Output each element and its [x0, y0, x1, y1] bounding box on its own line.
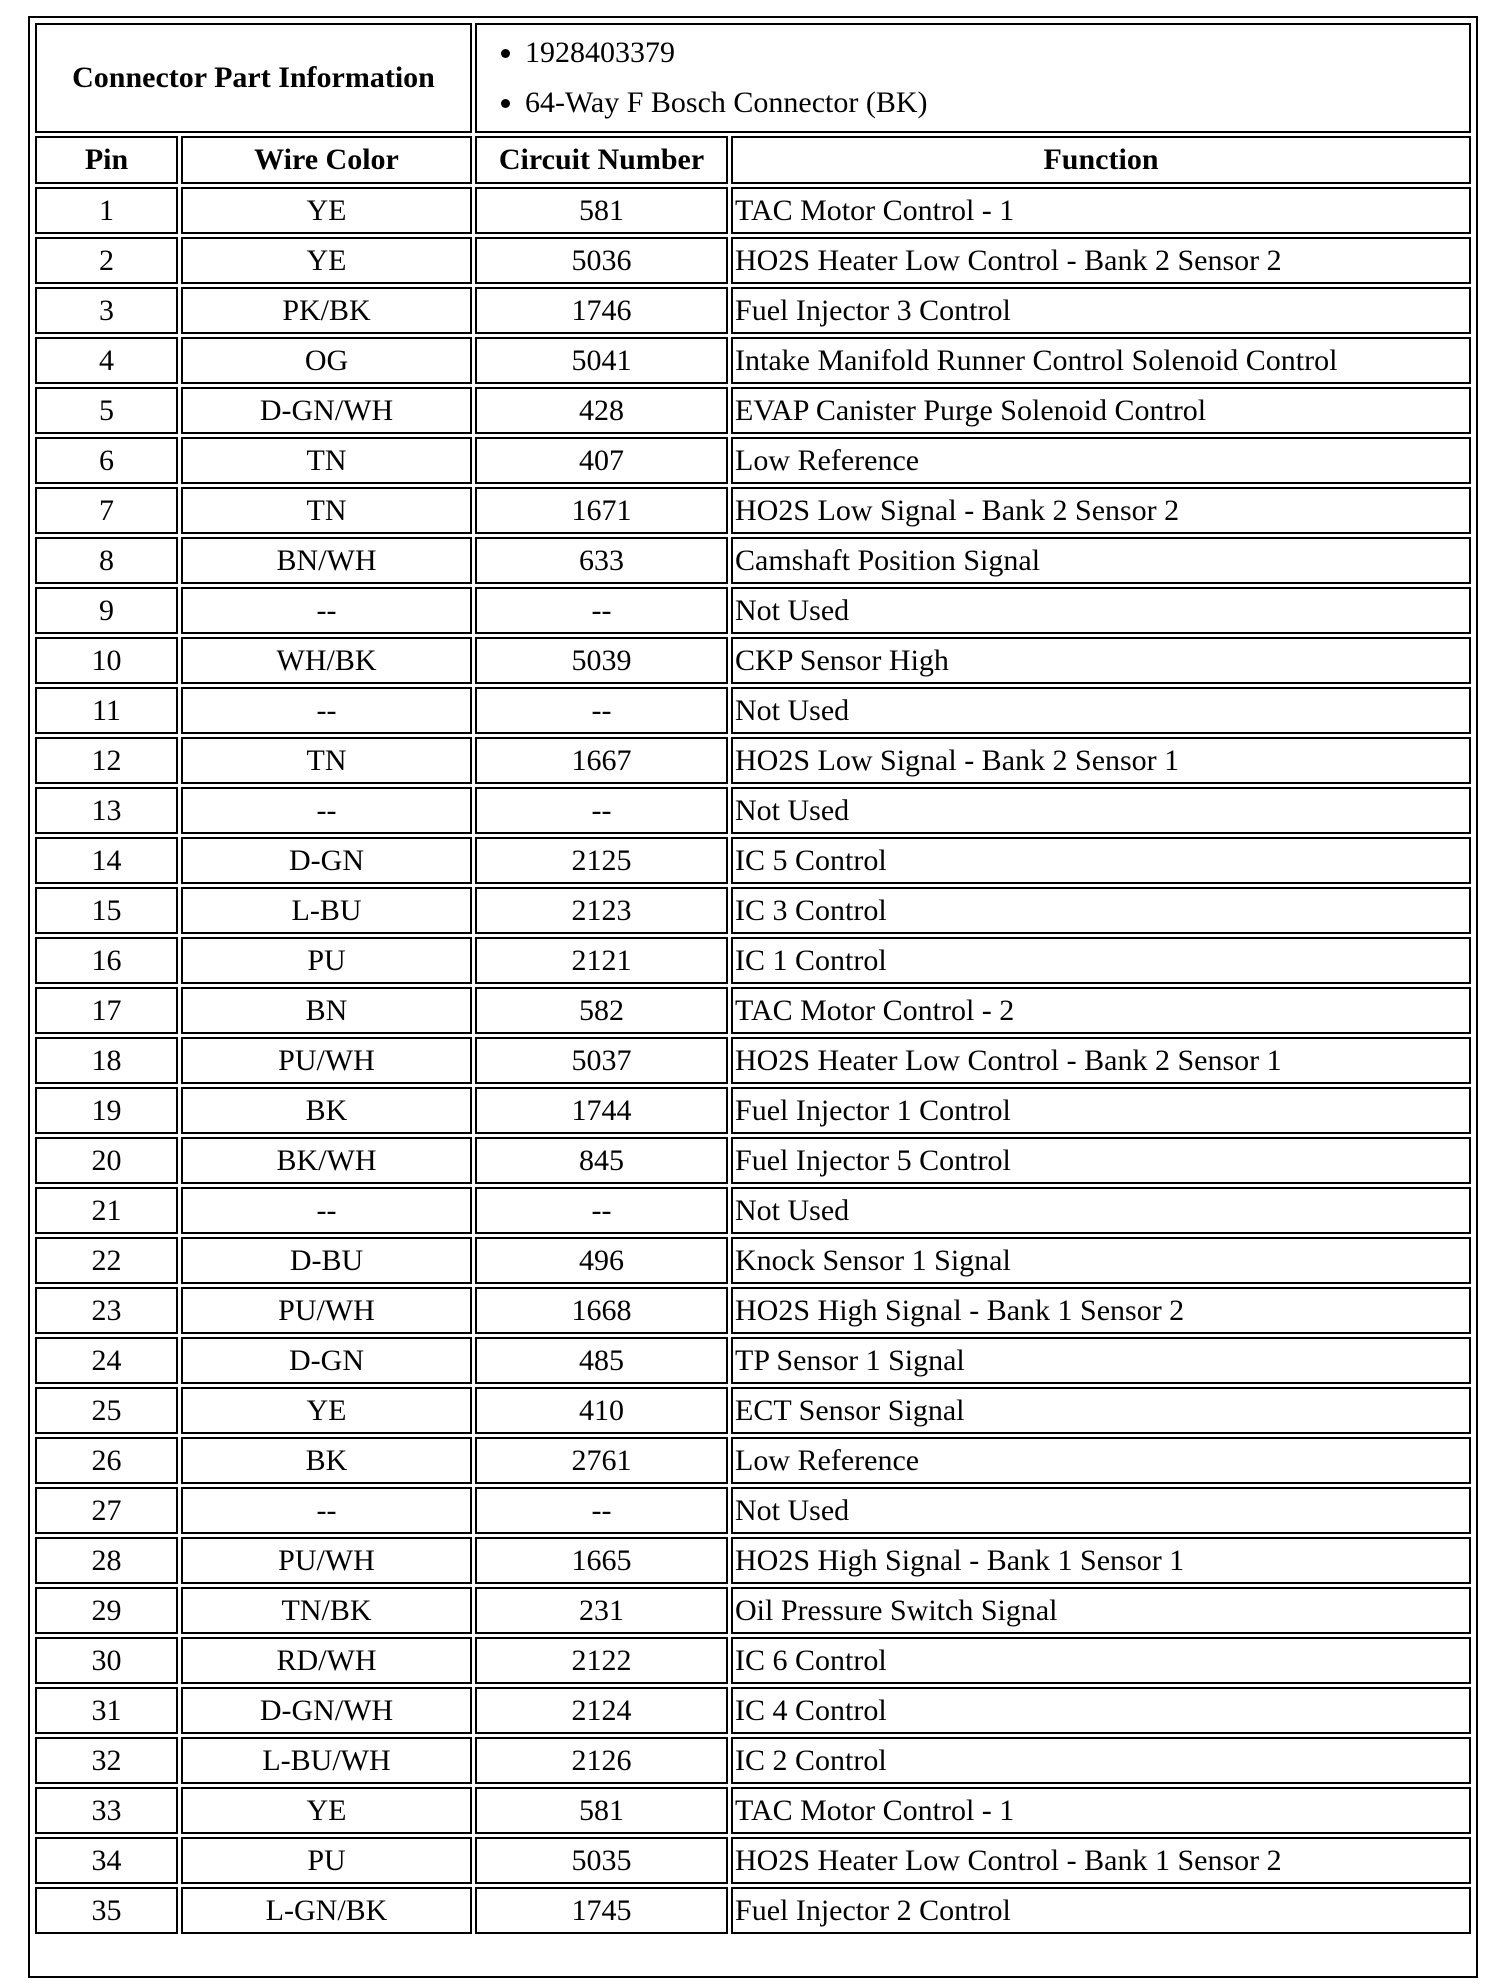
- circuit-number-cell: 2125: [475, 837, 728, 884]
- table-row: [35, 1237, 1471, 1284]
- function-cell: Low Reference: [731, 1437, 1471, 1484]
- function-cell: CKP Sensor High: [731, 637, 1471, 684]
- pin-cell: 10: [35, 637, 178, 684]
- function-cell: Camshaft Position Signal: [731, 537, 1471, 584]
- wire-color-cell: BK: [181, 1087, 472, 1134]
- wire-color-cell: PU: [181, 1837, 472, 1884]
- pin-cell: 22: [35, 1237, 178, 1284]
- wire-color-cell: --: [181, 1487, 472, 1534]
- pin-cell: 2: [35, 237, 178, 284]
- circuit-number-cell: 2761: [475, 1437, 728, 1484]
- connector-info-row: [35, 23, 1471, 133]
- function-cell: HO2S High Signal - Bank 1 Sensor 2: [731, 1287, 1471, 1334]
- pin-cell: 20: [35, 1137, 178, 1184]
- pin-cell: 8: [35, 537, 178, 584]
- wire-color-cell: L-GN/BK: [181, 1887, 472, 1934]
- table-row: [35, 1087, 1471, 1134]
- table-row: [35, 1737, 1471, 1784]
- pin-cell: 23: [35, 1287, 178, 1334]
- function-cell: IC 3 Control: [731, 887, 1471, 934]
- connector-part-number: • 1928403379: [525, 28, 1469, 78]
- table-row: [35, 1887, 1471, 1934]
- function-cell: Low Reference: [731, 437, 1471, 484]
- function-cell: HO2S High Signal - Bank 1 Sensor 1: [731, 1537, 1471, 1584]
- function-cell: Not Used: [731, 687, 1471, 734]
- pin-cell: 19: [35, 1087, 178, 1134]
- function-cell: HO2S Heater Low Control - Bank 2 Sensor 1: [731, 1037, 1471, 1084]
- table-row: [35, 987, 1471, 1034]
- function-cell: HO2S Heater Low Control - Bank 2 Sensor 2: [731, 237, 1471, 284]
- circuit-number-cell: 231: [475, 1587, 728, 1634]
- function-cell: Not Used: [731, 787, 1471, 834]
- wire-color-cell: BN: [181, 987, 472, 1034]
- wire-color-cell: TN: [181, 487, 472, 534]
- pin-cell: 13: [35, 787, 178, 834]
- wire-color-cell: D-GN/WH: [181, 387, 472, 434]
- wire-color-cell: --: [181, 587, 472, 634]
- circuit-number-cell: 2126: [475, 1737, 728, 1784]
- pin-cell: 7: [35, 487, 178, 534]
- table-row: [35, 1837, 1471, 1884]
- table-row: [35, 1787, 1471, 1834]
- function-cell: Fuel Injector 1 Control: [731, 1087, 1471, 1134]
- function-cell: Fuel Injector 2 Control: [731, 1887, 1471, 1934]
- table-row: [35, 687, 1471, 734]
- pin-cell: 3: [35, 287, 178, 334]
- header-wire-color: Wire Color: [181, 136, 472, 184]
- table-row: [35, 1487, 1471, 1534]
- pin-cell: 27: [35, 1487, 178, 1534]
- pin-cell: 25: [35, 1387, 178, 1434]
- function-cell: Not Used: [731, 1487, 1471, 1534]
- pin-cell: 24: [35, 1337, 178, 1384]
- header-pin: Pin: [35, 136, 178, 184]
- wire-color-cell: PU/WH: [181, 1537, 472, 1584]
- pin-cell: 1: [35, 187, 178, 234]
- table-row: [35, 237, 1471, 284]
- wire-color-cell: --: [181, 1187, 472, 1234]
- table-row: [35, 737, 1471, 784]
- table-row: [35, 1537, 1471, 1584]
- connector-info-label: Connector Part Information: [35, 23, 472, 133]
- header-circuit-number: Circuit Number: [475, 136, 728, 184]
- circuit-number-cell: --: [475, 1187, 728, 1234]
- circuit-number-cell: 633: [475, 537, 728, 584]
- pin-cell: 33: [35, 1787, 178, 1834]
- circuit-number-cell: --: [475, 1487, 728, 1534]
- pin-cell: 5: [35, 387, 178, 434]
- wire-color-cell: TN/BK: [181, 1587, 472, 1634]
- table-row: [35, 537, 1471, 584]
- wire-color-cell: TN: [181, 437, 472, 484]
- pin-table-body: [35, 187, 1471, 1934]
- function-cell: HO2S Low Signal - Bank 2 Sensor 2: [731, 487, 1471, 534]
- header-function: Function: [731, 136, 1471, 184]
- function-cell: IC 2 Control: [731, 1737, 1471, 1784]
- connector-info-list: [477, 28, 1469, 128]
- circuit-number-cell: 407: [475, 437, 728, 484]
- pin-cell: 12: [35, 737, 178, 784]
- circuit-number-cell: 1667: [475, 737, 728, 784]
- circuit-number-cell: 1744: [475, 1087, 728, 1134]
- table-row: [35, 1137, 1471, 1184]
- wire-color-cell: YE: [181, 187, 472, 234]
- table-row: [35, 1337, 1471, 1384]
- table-row: [35, 187, 1471, 234]
- wire-color-cell: L-BU: [181, 887, 472, 934]
- function-cell: Not Used: [731, 1187, 1471, 1234]
- wire-color-cell: D-GN/WH: [181, 1687, 472, 1734]
- function-cell: TP Sensor 1 Signal: [731, 1337, 1471, 1384]
- function-cell: Fuel Injector 5 Control: [731, 1137, 1471, 1184]
- circuit-number-cell: 428: [475, 387, 728, 434]
- circuit-number-cell: 5036: [475, 237, 728, 284]
- table-row: [35, 887, 1471, 934]
- function-cell: Oil Pressure Switch Signal: [731, 1587, 1471, 1634]
- circuit-number-cell: 5041: [475, 337, 728, 384]
- table-row: [35, 937, 1471, 984]
- connector-info-details: [475, 23, 1471, 133]
- pin-cell: 14: [35, 837, 178, 884]
- function-cell: Intake Manifold Runner Control Solenoid Control: [731, 337, 1471, 384]
- circuit-number-cell: 2121: [475, 937, 728, 984]
- circuit-number-cell: 2122: [475, 1637, 728, 1684]
- wire-color-cell: PU/WH: [181, 1287, 472, 1334]
- wire-color-cell: PK/BK: [181, 287, 472, 334]
- circuit-number-cell: --: [475, 787, 728, 834]
- pin-cell: 34: [35, 1837, 178, 1884]
- pin-cell: 35: [35, 1887, 178, 1934]
- table-row: [35, 437, 1471, 484]
- wire-color-cell: --: [181, 687, 472, 734]
- pin-cell: 28: [35, 1537, 178, 1584]
- wire-color-cell: YE: [181, 1787, 472, 1834]
- table-row: [35, 1287, 1471, 1334]
- pin-cell: 26: [35, 1437, 178, 1484]
- table-row: [35, 387, 1471, 434]
- wire-color-cell: D-GN: [181, 837, 472, 884]
- table-row: [35, 337, 1471, 384]
- wire-color-cell: YE: [181, 237, 472, 284]
- pin-cell: 32: [35, 1737, 178, 1784]
- pin-cell: 21: [35, 1187, 178, 1234]
- connector-document: [28, 16, 1478, 1978]
- circuit-number-cell: 1668: [475, 1287, 728, 1334]
- circuit-number-cell: 1671: [475, 487, 728, 534]
- table-row: [35, 587, 1471, 634]
- table-row: [35, 1387, 1471, 1434]
- circuit-number-cell: 1745: [475, 1887, 728, 1934]
- table-row: [35, 1187, 1471, 1234]
- circuit-number-cell: 5039: [475, 637, 728, 684]
- wire-color-cell: TN: [181, 737, 472, 784]
- table-row: [35, 837, 1471, 884]
- function-cell: EVAP Canister Purge Solenoid Control: [731, 387, 1471, 434]
- circuit-number-cell: 1746: [475, 287, 728, 334]
- pin-cell: 11: [35, 687, 178, 734]
- connector-table: [32, 20, 1474, 1937]
- table-row: [35, 1437, 1471, 1484]
- wire-color-cell: RD/WH: [181, 1637, 472, 1684]
- function-cell: ECT Sensor Signal: [731, 1387, 1471, 1434]
- pin-cell: 17: [35, 987, 178, 1034]
- wire-color-cell: D-GN: [181, 1337, 472, 1384]
- circuit-number-cell: 845: [475, 1137, 728, 1184]
- circuit-number-cell: 581: [475, 187, 728, 234]
- table-row: [35, 287, 1471, 334]
- function-cell: IC 4 Control: [731, 1687, 1471, 1734]
- table-row: [35, 1037, 1471, 1084]
- circuit-number-cell: 2124: [475, 1687, 728, 1734]
- circuit-number-cell: 581: [475, 1787, 728, 1834]
- wire-color-cell: BK/WH: [181, 1137, 472, 1184]
- circuit-number-cell: 5035: [475, 1837, 728, 1884]
- column-header-row: [35, 136, 1471, 184]
- function-cell: Not Used: [731, 587, 1471, 634]
- wire-color-cell: PU/WH: [181, 1037, 472, 1084]
- circuit-number-cell: 496: [475, 1237, 728, 1284]
- wire-color-cell: L-BU/WH: [181, 1737, 472, 1784]
- table-row: [35, 1587, 1471, 1634]
- table-row: [35, 787, 1471, 834]
- function-cell: TAC Motor Control - 1: [731, 1787, 1471, 1834]
- pin-cell: 30: [35, 1637, 178, 1684]
- pin-cell: 16: [35, 937, 178, 984]
- wire-color-cell: PU: [181, 937, 472, 984]
- wire-color-cell: YE: [181, 1387, 472, 1434]
- function-cell: IC 6 Control: [731, 1637, 1471, 1684]
- wire-color-cell: OG: [181, 337, 472, 384]
- wire-color-cell: D-BU: [181, 1237, 472, 1284]
- circuit-number-cell: --: [475, 587, 728, 634]
- circuit-number-cell: 410: [475, 1387, 728, 1434]
- pin-cell: 29: [35, 1587, 178, 1634]
- wire-color-cell: WH/BK: [181, 637, 472, 684]
- wire-color-cell: BK: [181, 1437, 472, 1484]
- function-cell: TAC Motor Control - 2: [731, 987, 1471, 1034]
- circuit-number-cell: 1665: [475, 1537, 728, 1584]
- pin-cell: 4: [35, 337, 178, 384]
- table-row: [35, 637, 1471, 684]
- function-cell: TAC Motor Control - 1: [731, 187, 1471, 234]
- pin-cell: 9: [35, 587, 178, 634]
- pin-cell: 15: [35, 887, 178, 934]
- function-cell: HO2S Heater Low Control - Bank 1 Sensor 2: [731, 1837, 1471, 1884]
- pin-cell: 31: [35, 1687, 178, 1734]
- function-cell: IC 1 Control: [731, 937, 1471, 984]
- circuit-number-cell: 2123: [475, 887, 728, 934]
- table-row: [35, 1637, 1471, 1684]
- circuit-number-cell: --: [475, 687, 728, 734]
- wire-color-cell: --: [181, 787, 472, 834]
- pin-cell: 18: [35, 1037, 178, 1084]
- function-cell: Fuel Injector 3 Control: [731, 287, 1471, 334]
- pin-cell: 6: [35, 437, 178, 484]
- function-cell: HO2S Low Signal - Bank 2 Sensor 1: [731, 737, 1471, 784]
- wire-color-cell: BN/WH: [181, 537, 472, 584]
- circuit-number-cell: 5037: [475, 1037, 728, 1084]
- function-cell: Knock Sensor 1 Signal: [731, 1237, 1471, 1284]
- table-row: [35, 1687, 1471, 1734]
- circuit-number-cell: 582: [475, 987, 728, 1034]
- table-row: [35, 487, 1471, 534]
- circuit-number-cell: 485: [475, 1337, 728, 1384]
- connector-description: • 64-Way F Bosch Connector (BK): [525, 78, 1469, 128]
- function-cell: IC 5 Control: [731, 837, 1471, 884]
